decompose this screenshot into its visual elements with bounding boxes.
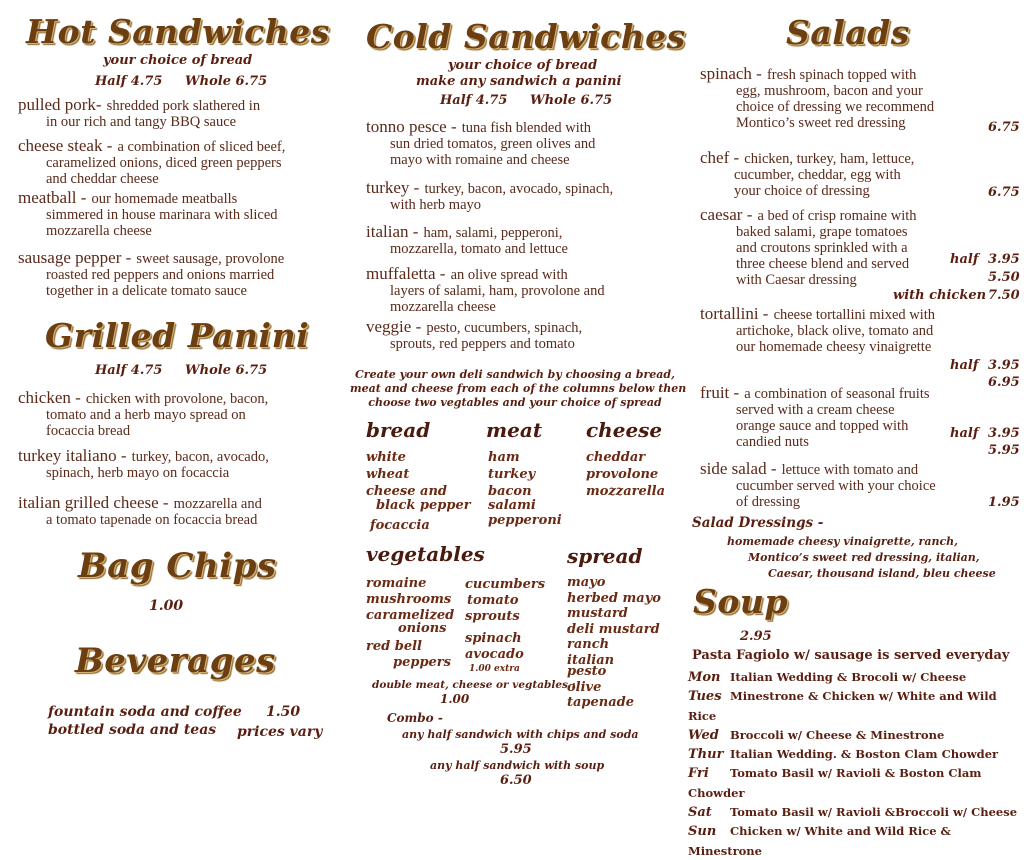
item-desc: cheese tortallini mixed with (773, 307, 936, 323)
double-extra-note: double meat, cheese or vegtables : (372, 679, 576, 691)
salad-spinach-price: 6.75 (988, 120, 1020, 135)
item-desc: sweet sausage, provolone (136, 251, 285, 267)
menu-item-turkey-italiano (18, 448, 269, 481)
item-desc: chicken, turkey, ham, lettuce, (744, 151, 915, 167)
item-name: italian - (366, 222, 419, 241)
soup-day-row (688, 802, 1024, 821)
item-name: spinach - (700, 64, 762, 83)
list-item: mushrooms (366, 592, 452, 607)
salad-chef-price: 6.75 (988, 185, 1020, 200)
item-name: tonno pesce - (366, 117, 457, 136)
item-name: caesar - (700, 205, 753, 224)
item-desc: pesto, cucumbers, spinach, (426, 320, 583, 336)
list-item: turkey (488, 467, 536, 482)
salad-dressings-line: homemade cheesy vinaigrette, ranch, (727, 535, 958, 548)
item-desc: artichoke, black olive, tomato and (736, 323, 934, 339)
salad-dressings-line: Caesar, thousand island, bleu cheese (768, 567, 996, 580)
menu-item-veggie (366, 319, 582, 352)
item-name: chef - (700, 148, 740, 167)
menu-item-italian-grilled-cheese (18, 495, 262, 528)
cold-subtitle-prices: Half 4.75 Whole 6.75 (440, 93, 613, 108)
double-extra-price: 1.00 (440, 692, 470, 706)
item-desc: a combination of seasonal fruits (744, 386, 930, 402)
item-name: turkey - (366, 178, 420, 197)
combo-soup: any half sandwich with soup (430, 759, 605, 772)
salad-side (700, 461, 936, 510)
item-desc: together in a delicate tomato sauce (46, 283, 247, 299)
soup-day-text: Italian Wedding & Brocoli w/ Cheese (730, 670, 967, 684)
item-desc: candied nuts (736, 434, 809, 450)
item-desc: baked salami, grape tomatoes (736, 224, 908, 240)
item-desc: turkey, bacon, avocado, spinach, (424, 181, 614, 197)
item-desc: fresh spinach topped with (766, 67, 917, 83)
soup-day-text: Tomato Basil w/ Ravioli & Boston Clam Chowder (688, 766, 982, 800)
item-desc: with herb mayo (390, 197, 482, 213)
item-desc: three cheese blend and served (736, 256, 910, 272)
menu-item-italian (366, 224, 568, 257)
list-item: cucumbers (465, 577, 546, 592)
item-desc: orange sauce and topped with (736, 418, 909, 434)
item-desc: ham, salami, pepperoni, (423, 225, 563, 241)
salad-caesar-half-price: 3.95 (988, 252, 1020, 267)
item-name: veggie - (366, 317, 422, 336)
item-desc: an olive spread with (450, 267, 568, 283)
soup-day: Tues (688, 689, 722, 705)
combo-soup-price: 6.50 (500, 773, 532, 788)
list-item: provolone (586, 467, 659, 482)
menu-item-chicken-panini (18, 390, 268, 439)
item-desc: our homemade meatballs (91, 191, 238, 207)
item-name: chicken - (18, 388, 81, 407)
salad-dressings-heading: Salad Dressings - (692, 515, 824, 531)
salad-fruit-price: 5.95 (988, 443, 1020, 458)
list-item: mozzarella (586, 484, 666, 499)
soup-day-row (688, 667, 1024, 686)
salad-chef (700, 150, 914, 199)
list-item: olive (567, 679, 602, 695)
grilled-panini-heading: Grilled Panini (45, 316, 310, 355)
deli-intro-line: choose two vegtables and your choice of spread (368, 396, 662, 409)
vegetables-heading: vegetables (366, 542, 485, 566)
list-item: tomato (467, 593, 519, 608)
list-item: cheddar (586, 450, 646, 465)
hot-subtitle-bread: your choice of bread (103, 53, 253, 68)
menu-item-muffaletta (366, 266, 605, 315)
list-item: avocado (465, 647, 524, 662)
meat-heading: meat (486, 418, 543, 442)
bread-list (366, 449, 471, 534)
soup-day-row (688, 763, 1024, 802)
salad-caesar-half-label: half (950, 252, 979, 267)
list-item: sprouts (465, 609, 520, 624)
meat-list (488, 449, 562, 529)
soup-day: Sun (688, 824, 717, 840)
panini-subtitle-prices: Half 4.75 Whole 6.75 (95, 363, 268, 378)
item-desc: spinach, herb mayo on focaccia (46, 465, 230, 481)
list-item: tapenade (567, 695, 635, 710)
item-desc: lettuce with tomato and (781, 462, 919, 478)
bag-chips-price: 1.00 (149, 598, 184, 614)
list-item: spinach (465, 631, 522, 646)
soup-schedule (688, 667, 1024, 860)
list-item: ham (488, 450, 520, 465)
vegetables-list-2 (465, 577, 545, 675)
list-item: romaine (366, 576, 427, 591)
spread-heading: spread (567, 544, 643, 568)
soup-day-row (688, 725, 1024, 744)
hot-subtitle-prices: Half 4.75 Whole 6.75 (95, 74, 268, 89)
list-item: red bell (366, 639, 422, 654)
salad-tortellini-half-label: half (950, 358, 979, 373)
soup-day: Mon (688, 670, 721, 685)
cheese-heading: cheese (586, 418, 663, 442)
item-desc: your choice of dressing (734, 183, 870, 199)
item-desc: tuna fish blended with (461, 120, 592, 136)
item-name: fruit - (700, 383, 740, 402)
salad-caesar-price: 5.50 (988, 270, 1020, 285)
list-item: 1.00 extra (469, 664, 520, 674)
cold-sandwiches-heading: Cold Sandwiches (366, 17, 686, 56)
salad-caesar-chicken-label: with chicken (893, 288, 987, 303)
beverage-bottled: bottled soda and teas (48, 722, 217, 738)
soup-price: 2.95 (740, 629, 772, 644)
item-name: cheese steak - (18, 136, 113, 155)
cold-subtitle-panini: make any sandwich a panini (416, 74, 622, 89)
item-desc: served with a cream cheese (736, 402, 895, 418)
cold-subtitle-bread: your choice of bread (448, 58, 598, 73)
soup-day-text: Italian Wedding. & Boston Clam Chowder (730, 747, 999, 762)
item-desc: a tomato tapenade on focaccia bread (46, 512, 258, 528)
deli-intro-line: meat and cheese from each of the columns below then (350, 382, 687, 395)
item-desc: a combination of sliced beef, (117, 139, 286, 155)
soup-day: Wed (688, 727, 719, 743)
item-desc: our homemade cheesy vinaigrette (736, 339, 932, 355)
item-desc: mozzarella cheese (46, 223, 152, 239)
item-name: italian grilled cheese - (18, 493, 169, 512)
salad-fruit-half-label: half (950, 426, 979, 441)
list-item: bacon (488, 484, 532, 499)
deli-intro-line: Create your own deli sandwich by choosing a bread, (355, 368, 675, 381)
soup-everyday: Pasta Fagiolo w/ sausage is served everyday (692, 648, 1010, 663)
list-item: black pepper (376, 498, 471, 513)
item-desc: focaccia bread (46, 423, 131, 439)
item-desc: sun dried tomatos, green olives and (390, 136, 596, 152)
item-desc: mayo with romaine and cheese (390, 152, 570, 168)
item-name: sausage pepper - (18, 248, 132, 267)
list-item: white (366, 450, 406, 465)
list-item: mayo (567, 575, 606, 590)
list-item: wheat (366, 467, 410, 482)
deli-intro (350, 368, 687, 410)
item-desc: roasted red peppers and onions married (46, 267, 275, 283)
soup-day: Thur (688, 747, 724, 763)
item-desc: caramelized onions, diced green peppers (46, 155, 282, 171)
soup-day-text: Tomato Basil w/ Ravioli &Broccoli w/ Cheese (730, 805, 1018, 820)
salad-tortellini-half-price: 3.95 (988, 358, 1020, 373)
item-desc: mozzarella cheese (390, 299, 496, 315)
bag-chips-heading: Bag Chips (78, 546, 277, 586)
list-item: focaccia (370, 518, 430, 533)
item-name: pulled pork- (18, 95, 102, 114)
item-desc: chicken with provolone, bacon, (85, 391, 269, 407)
spread-list (567, 575, 661, 711)
item-desc: simmered in house marinara with sliced (46, 207, 278, 223)
item-desc: mozzarella and (173, 496, 262, 512)
list-item: italian (567, 652, 615, 668)
salad-tortellini-price: 6.95 (988, 375, 1020, 390)
soup-day: Fri (688, 766, 709, 782)
item-desc: and croutons sprinkled with a (736, 240, 908, 256)
beverage-fountain: fountain soda and coffee (48, 704, 242, 720)
item-name: tortallini - (700, 304, 769, 323)
menu-item-pulled-pork (18, 97, 260, 130)
item-desc: and cheddar cheese (46, 171, 159, 187)
salad-dressings-line: Montico’s sweet red dressing, italian, (748, 551, 980, 564)
soup-day-row (688, 744, 1024, 763)
soup-heading: Soup (693, 582, 788, 621)
menu-item-turkey (366, 180, 613, 213)
item-name: muffaletta - (366, 264, 446, 283)
menu-item-cheese-steak (18, 138, 285, 187)
item-desc: turkey, bacon, avocado, (131, 449, 269, 465)
combo-chips-soda-price: 5.95 (500, 742, 532, 757)
soup-day-text: Broccoli w/ Cheese & Minestrone (730, 727, 945, 742)
list-item: cheese and (366, 484, 447, 499)
salad-tortellini (700, 306, 935, 355)
item-desc: Montico’s sweet red dressing (736, 115, 906, 131)
item-desc: shredded pork slathered in (106, 98, 261, 114)
soup-day-text: Chicken w/ White and Wild Rice & Minestrone (688, 824, 951, 858)
combo-chips-soda: any half sandwich with chips and soda (402, 728, 639, 741)
cheese-list (586, 449, 665, 500)
soup-day-row (688, 821, 1024, 860)
list-item: salami (488, 498, 536, 513)
item-desc: a bed of crisp romaine with (757, 208, 917, 224)
list-item: peppers (393, 655, 451, 670)
menu-item-sausage-pepper (18, 250, 284, 299)
item-desc: layers of salami, ham, provolone and (390, 283, 605, 299)
beverage-fountain-price: 1.50 (266, 704, 301, 720)
item-desc: in our rich and tangy BBQ sauce (46, 114, 237, 130)
menu-item-meatball (18, 190, 278, 239)
item-name: side salad - (700, 459, 777, 478)
soup-day-text: Minestrone & Chicken w/ White and Wild Rice (688, 689, 997, 723)
salad-fruit (700, 385, 930, 450)
list-item: caramelized (366, 608, 455, 623)
salads-heading: Salads (786, 13, 910, 52)
list-item: herbed mayo (567, 590, 661, 606)
bread-heading: bread (366, 418, 431, 442)
salad-caesar-chicken-price: 7.50 (988, 288, 1020, 303)
item-desc: cucumber served with your choice (736, 478, 936, 494)
soup-day-row (688, 686, 1024, 725)
salad-fruit-half-price: 3.95 (988, 426, 1020, 441)
menu-item-tonno-pesce (366, 119, 595, 168)
item-desc: sprouts, red peppers and tomato (390, 336, 575, 352)
list-item: mustard (567, 606, 628, 621)
salad-side-price: 1.95 (988, 495, 1020, 510)
item-desc: with Caesar dressing (736, 272, 857, 288)
vegetables-list-1 (366, 576, 454, 671)
list-item: ranch (567, 637, 610, 652)
item-name: meatball - (18, 188, 87, 207)
beverage-bottled-price: prices vary (237, 724, 323, 740)
salad-caesar (700, 207, 917, 288)
list-item: deli mustard (567, 621, 660, 637)
item-desc: of dressing (736, 494, 801, 510)
item-name: turkey italiano - (18, 446, 127, 465)
combo-heading: Combo - (387, 711, 443, 725)
item-desc: mozzarella, tomato and lettuce (390, 241, 568, 257)
list-item: onions (398, 621, 447, 636)
item-desc: choice of dressing we recommend (736, 99, 935, 115)
soup-day: Sat (688, 805, 712, 821)
salad-spinach (700, 66, 934, 131)
beverages-heading: Beverages (75, 641, 276, 681)
list-item: pepperoni (488, 513, 562, 528)
item-desc: egg, mushroom, bacon and your (736, 83, 923, 99)
hot-sandwiches-heading: Hot Sandwiches (26, 12, 330, 51)
item-desc: tomato and a herb mayo spread on (46, 407, 246, 423)
item-desc: cucumber, cheddar, egg with (734, 167, 901, 183)
list-item: pesto (567, 664, 607, 679)
